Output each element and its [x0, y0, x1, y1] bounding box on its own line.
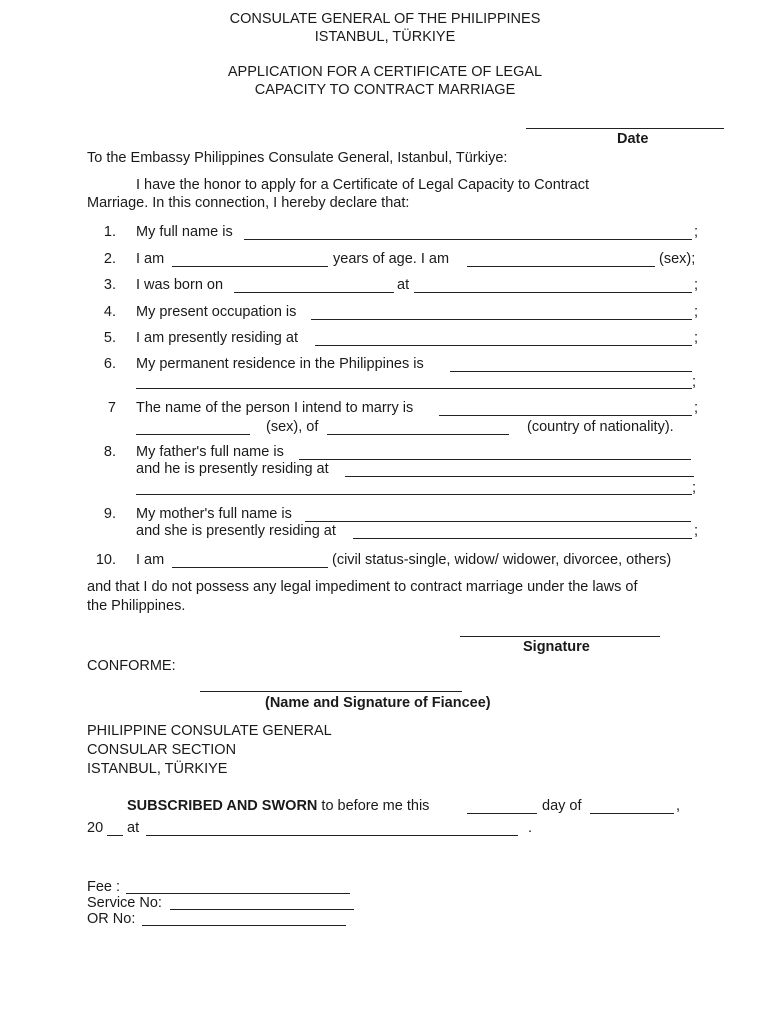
item-1-label: My full name is — [136, 224, 233, 240]
full-name-field[interactable] — [244, 239, 692, 240]
item-8-end: ; — [692, 480, 697, 496]
sworn-statement — [127, 798, 429, 814]
or-no-field[interactable] — [142, 925, 346, 926]
item-6-label: My permanent residence in the Philippines is — [136, 356, 424, 372]
permanent-residence-field[interactable] — [450, 371, 692, 372]
item-3-label-b: at — [397, 277, 410, 293]
sworn-text-a: to before me this — [321, 798, 430, 814]
signature-label: Signature — [523, 639, 590, 655]
fiancee-signature-field[interactable] — [200, 691, 462, 692]
birth-place-field[interactable] — [414, 292, 692, 293]
service-no-label: Service No: — [87, 895, 162, 911]
fiancee-label: (Name and Signature of Fiancee) — [265, 695, 491, 711]
sex-field[interactable] — [467, 266, 655, 267]
occupation-field[interactable] — [311, 319, 692, 320]
item-9-label: My mother's full name is — [136, 506, 292, 522]
sworn-at-label: at — [127, 820, 140, 836]
item-3-end: ; — [694, 277, 699, 293]
item-4-end: ; — [694, 304, 699, 320]
item-2-label-a: I am — [136, 251, 165, 267]
fee-field[interactable] — [126, 893, 350, 894]
fee-label: Fee : — [87, 879, 121, 895]
sworn-year-prefix: 20 — [87, 820, 104, 836]
closing-line-2: the Philippines. — [87, 598, 186, 614]
item-10-label-b: (civil status-single, widow/ widower, divorcee, others) — [332, 552, 672, 568]
sworn-month-field[interactable] — [590, 813, 674, 814]
mother-name-field[interactable] — [305, 521, 691, 522]
item-7-label-c: (country of nationality). — [527, 419, 674, 435]
permanent-residence-field-line-2[interactable] — [136, 388, 692, 389]
mother-residence-field[interactable] — [353, 538, 692, 539]
item-10-label-a: I am — [136, 552, 165, 568]
date-field[interactable] — [526, 128, 724, 129]
item-8-label-b: and he is presently residing at — [136, 461, 329, 477]
father-residence-field[interactable] — [345, 476, 694, 477]
father-name-field[interactable] — [299, 459, 691, 460]
conforme-label: CONFORME: — [87, 658, 176, 674]
item-9-number: 9. — [103, 506, 116, 522]
closing-line-1: and that I do not possess any legal impediment to contract marriage under the laws of — [87, 579, 638, 595]
item-5-label: I am presently residing at — [136, 330, 298, 346]
signature-field[interactable] — [460, 636, 660, 637]
birth-date-field[interactable] — [234, 292, 394, 293]
item-2-label-c: (sex); — [659, 251, 696, 267]
service-no-field[interactable] — [170, 909, 354, 910]
present-residence-field[interactable] — [315, 345, 692, 346]
item-9-label-b: and she is presently residing at — [136, 523, 336, 539]
item-3-label-a: I was born on — [136, 277, 224, 293]
item-2-label-b: years of age. I am — [333, 251, 450, 267]
civil-status-field[interactable] — [172, 567, 328, 568]
item-7-end: ; — [694, 400, 699, 416]
item-4-label: My present occupation is — [136, 304, 297, 320]
item-7-number: 7 — [107, 400, 116, 416]
item-3-number: 3. — [103, 277, 116, 293]
item-2-number: 2. — [103, 251, 116, 267]
sworn-dot: . — [528, 820, 533, 836]
item-6-end: ; — [692, 374, 697, 390]
sworn-day-field[interactable] — [467, 813, 537, 814]
consulate-name: PHILIPPINE CONSULATE GENERAL — [87, 723, 332, 739]
item-5-end: ; — [694, 330, 699, 346]
consulate-location: ISTANBUL, TÜRKIYE — [314, 29, 456, 45]
consular-section: CONSULAR SECTION — [87, 742, 237, 758]
date-label: Date — [617, 131, 649, 147]
sworn-place-field[interactable] — [146, 835, 518, 836]
intro-line-1: I have the honor to apply for a Certificate of Legal Capacity to Contract — [136, 177, 589, 193]
sworn-year-field[interactable] — [107, 835, 123, 836]
item-1-number: 1. — [103, 224, 116, 240]
spouse-sex-field[interactable] — [136, 434, 250, 435]
consulate-city: ISTANBUL, TÜRKIYE — [87, 761, 228, 777]
item-8-label: My father's full name is — [136, 444, 284, 460]
sworn-comma: , — [676, 798, 681, 814]
item-7-label-b: (sex), of — [266, 419, 319, 435]
form-title-line-2: CAPACITY TO CONTRACT MARRIAGE — [254, 82, 516, 98]
spouse-country-field[interactable] — [327, 434, 509, 435]
age-field[interactable] — [172, 266, 328, 267]
father-residence-field-line-2[interactable] — [136, 494, 692, 495]
sworn-text-b: day of — [542, 798, 582, 814]
intended-spouse-name-field[interactable] — [439, 415, 692, 416]
item-9-end: ; — [694, 523, 699, 539]
item-1-end: ; — [694, 224, 699, 240]
item-8-number: 8. — [103, 444, 116, 460]
item-10-number: 10. — [95, 552, 116, 568]
consulate-header: CONSULATE GENERAL OF THE PHILIPPINES — [229, 11, 541, 27]
form-title-line-1: APPLICATION FOR A CERTIFICATE OF LEGAL — [227, 64, 543, 80]
intro-line-2: Marriage. In this connection, I hereby declare that: — [87, 195, 410, 211]
sworn-bold: SUBSCRIBED AND SWORN — [127, 798, 318, 814]
item-7-label: The name of the person I intend to marry is — [136, 400, 414, 416]
addressee: To the Embassy Philippines Consulate General, Istanbul, Türkiye: — [87, 150, 508, 166]
item-5-number: 5. — [103, 330, 116, 346]
or-no-label: OR No: — [87, 911, 136, 927]
item-6-number: 6. — [103, 356, 116, 372]
item-4-number: 4. — [103, 304, 116, 320]
